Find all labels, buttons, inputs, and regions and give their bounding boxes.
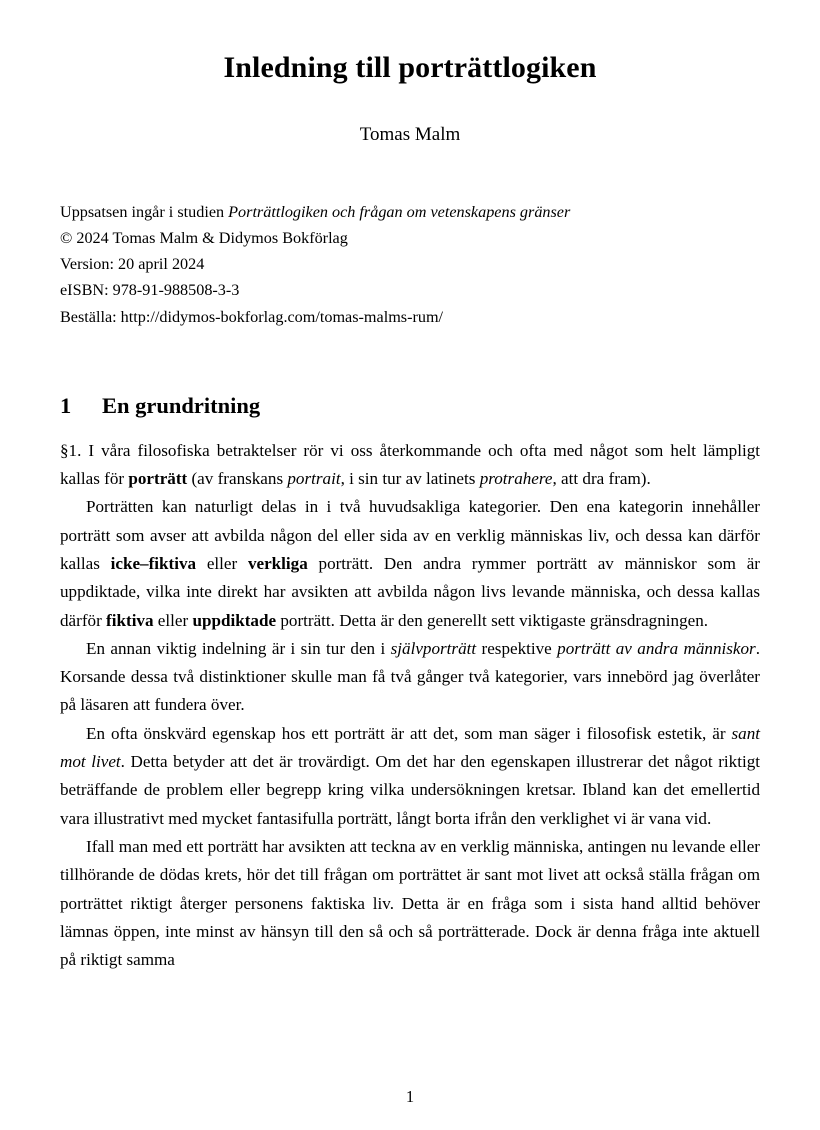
p1-term-portrait: portrait xyxy=(287,469,341,489)
metadata-copyright: © 2024 Tomas Malm & Didymos Bokförlag xyxy=(60,229,348,247)
p3-text-b: respektive xyxy=(476,638,558,658)
p2-text-f: porträtt. Detta är den generellt sett viktigaste gränsdragningen. xyxy=(276,610,709,630)
metadata-version: Version: 20 april 2024 xyxy=(60,255,205,274)
p2-term-uppdiktade: uppdiktade xyxy=(192,610,277,630)
p3-term-portratt-av-andra: porträtt av andra människor xyxy=(557,638,756,658)
paragraph-3 xyxy=(60,635,760,720)
page-content xyxy=(60,0,760,974)
p1-text-c: (av franskans xyxy=(187,469,288,489)
metadata-eisbn: eISBN: 978-91-988508-3-3 xyxy=(60,281,240,300)
p1-term-protrahere: protrahere xyxy=(479,469,553,489)
p2-term-icke-fiktiva: icke–fiktiva xyxy=(110,554,197,573)
p5-text-a: Ifall man med ett porträtt har avsikten att teckna av en verklig människa, antingen nu levande eller tillhörande de dödas krets, hör det till frågan om porträttet är sant mot livet att också ställa frågan om porträttet riktigt återger personens faktiska liv. Detta är en fråga som i sista hand alltid behöver lämnas öppen, inte minst av hänsyn till den så och så porträtterade. Dock är denna fråga inte aktuell på riktigt samma xyxy=(60,836,760,970)
p1-text-d: , i sin tur av latinets xyxy=(340,469,480,489)
p2-text-a: Porträtten kan naturligt delas in i två huvudsakliga kategorier. Den ena kategorin innehåller porträtt som avser att avbilda någon del eller sida av en verklig människas liv, och dessa kan därför kallas xyxy=(60,497,760,573)
paragraph-1 xyxy=(60,437,760,494)
p3-term-sjalvportratt: självporträtt xyxy=(390,638,477,658)
paragraph-4 xyxy=(60,720,760,833)
page-title: Inledning till porträttlogiken xyxy=(223,51,597,84)
paragraph-5 xyxy=(60,833,760,974)
p4-text-a: En ofta önskvärd egenskap hos ett porträtt är att det, som man säger i filosofisk estetik, är xyxy=(86,723,732,743)
paragraph-2 xyxy=(60,493,760,634)
p1-text-e: , att dra fram). xyxy=(552,469,651,489)
section-heading xyxy=(60,330,760,419)
metadata-series-line xyxy=(60,199,760,225)
metadata-series-prefix: Uppsatsen ingår i studien xyxy=(60,202,229,221)
p2-text-d: porträtt. Den andra rymmer porträtt av människor som är uppdiktade, vilka inte direkt har avsikten att avbilda någon livs levande människa, och dessa kallas därför xyxy=(60,554,760,630)
p2-text-c: eller xyxy=(196,554,248,573)
body-text xyxy=(60,419,760,975)
p4-term-sant-mot-livet: sant mot livet xyxy=(60,723,760,772)
section-number: 1 xyxy=(60,392,72,418)
metadata-series-title: Porträttlogiken och frågan om vetenskapens gränser xyxy=(228,202,571,221)
p2-term-fiktiva: fiktiva xyxy=(106,610,154,630)
p3-text-c: . Korsande dessa två distinktioner skulle man få två gånger två kategorier, vars innebörd jag överlåter på läsaren att fundera över. xyxy=(60,638,760,715)
metadata-block xyxy=(60,147,760,330)
section-title: En grundritning xyxy=(102,392,261,418)
p3-text-a: En annan viktig indelning är i sin tur den i xyxy=(86,638,391,658)
p1-text-a: §1. I våra filosofiska betraktelser rör vi oss återkommande och ofta med något som helt lämpligt kallas för xyxy=(60,440,760,489)
p2-term-verkliga: verkliga xyxy=(247,554,308,573)
p4-text-b: . Detta betyder att det är trovärdigt. Om det har den egenskapen illustrerar det något riktigt beträffande de problem eller begrepp kring vilka undersökningen kretsar. Ibland kan det emellertid vara illustrativt med mycket fantasifulla porträtt, långt borta ifrån den verklighet vi är vana vid. xyxy=(60,752,760,828)
metadata-order-url: Beställa: http://didymos-bokforlag.com/tomas-malms-rum/ xyxy=(60,307,444,326)
p1-term-portratt: porträtt xyxy=(128,469,188,489)
page-number: 1 xyxy=(405,1087,415,1106)
p2-text-e: eller xyxy=(153,610,193,630)
author-name: Tomas Malm xyxy=(359,124,461,145)
